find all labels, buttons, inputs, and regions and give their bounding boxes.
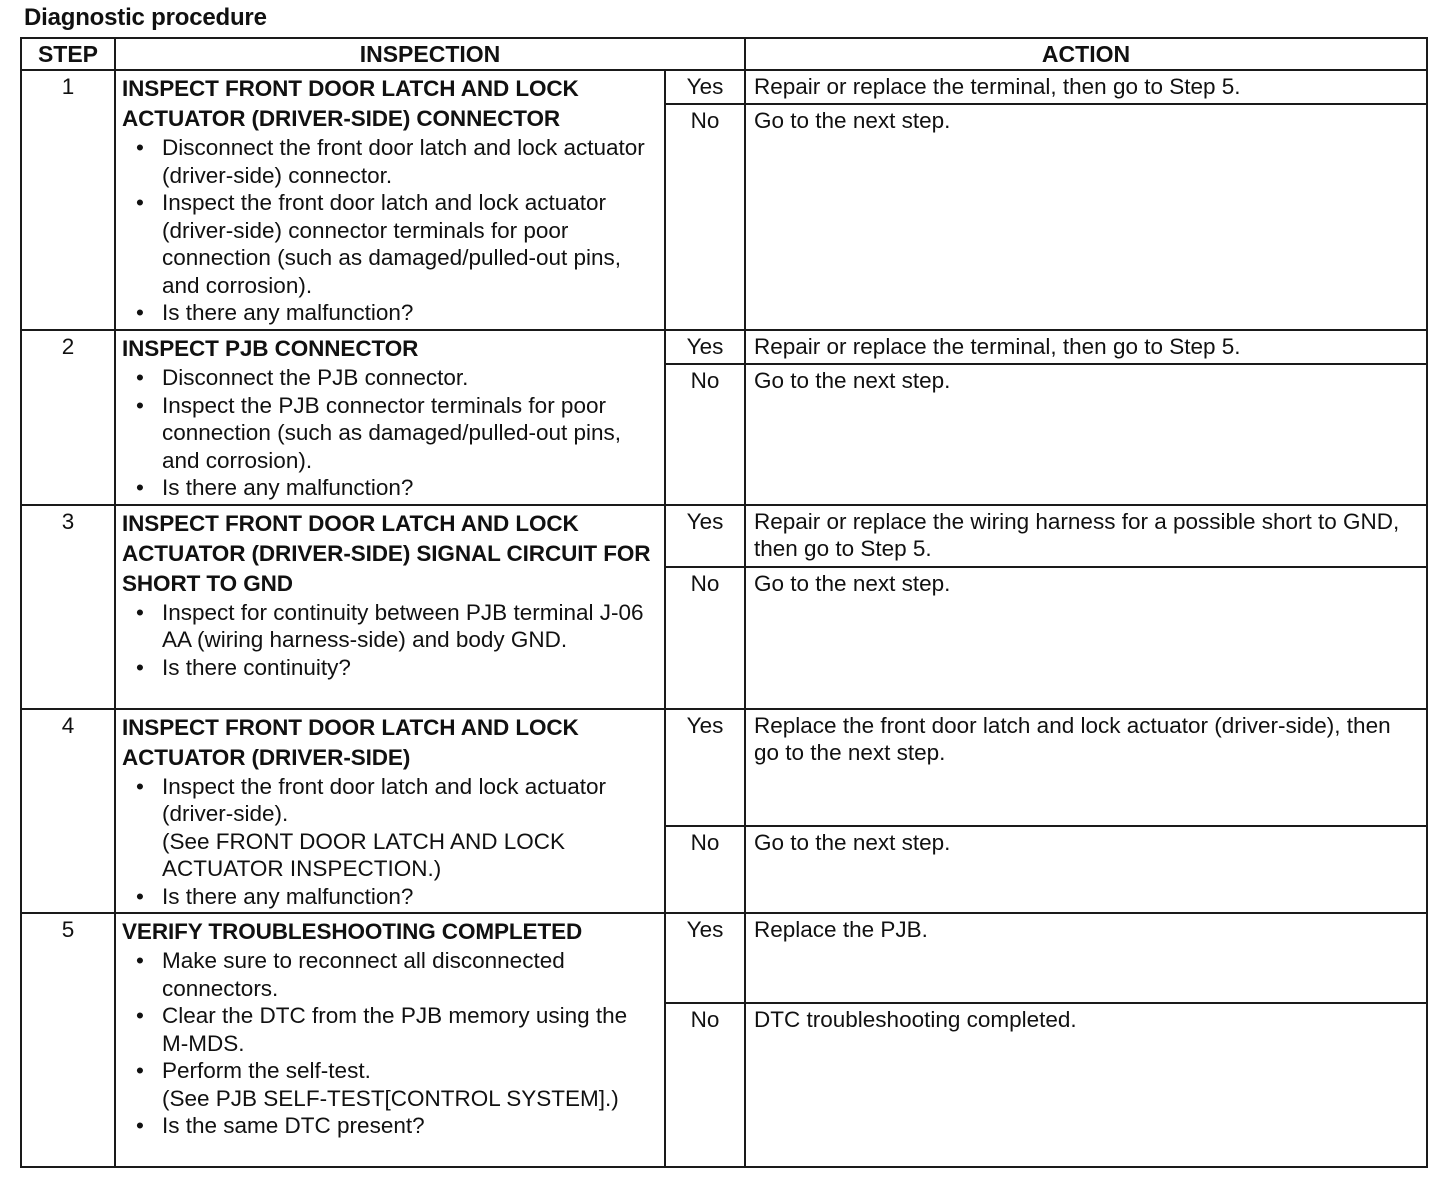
no-action: Go to the next step.: [745, 567, 1427, 709]
bullet-item: • Clear the DTC from the PJB memory using the M-MDS.: [122, 1002, 658, 1057]
no-label: No: [665, 567, 745, 709]
bullet-item: • Inspect for continuity between PJB terminal J-06 AA (wiring harness-side) and body GND.: [122, 599, 658, 654]
yes-action: Repair or replace the terminal, then go to Step 5.: [745, 70, 1427, 104]
step-5-inspection: [115, 913, 665, 1167]
no-label: No: [665, 364, 745, 504]
step-number: 1: [21, 70, 115, 330]
yes-label: Yes: [665, 709, 745, 827]
no-label: No: [665, 1003, 745, 1167]
no-action: DTC troubleshooting completed.: [745, 1003, 1427, 1167]
yes-label: Yes: [665, 330, 745, 364]
yes-action: Replace the PJB.: [745, 913, 1427, 1003]
inspection-bullets: [122, 599, 658, 682]
step-number: 3: [21, 505, 115, 709]
bullet-item: • Disconnect the PJB connector.: [122, 364, 658, 392]
yes-label: Yes: [665, 505, 745, 567]
yes-label: Yes: [665, 70, 745, 104]
bullet-item: • Is there any malfunction?: [122, 883, 658, 911]
inspection-title: VERIFY TROUBLESHOOTING COMPLETED: [122, 919, 583, 944]
step-3-inspection: [115, 505, 665, 709]
inspection-reference: [122, 1085, 658, 1113]
inspection-bullets: [122, 947, 658, 1085]
bullet-item: • Inspect the front door latch and lock actuator (driver-side) connector terminals for poor connection (such as damaged/pulled-out pins, and corrosion).: [122, 189, 658, 299]
step-4-inspection: [115, 709, 665, 914]
table-header-row: [21, 38, 1427, 70]
procedure-heading: Diagnostic procedure: [24, 4, 267, 31]
no-action: Go to the next step.: [745, 826, 1427, 913]
step-1-inspection: [115, 70, 665, 330]
reference-text: (See FRONT DOOR LATCH AND LOCK ACTUATOR INSPECTION.): [162, 828, 565, 881]
step-column-header: STEP: [21, 38, 115, 70]
no-action: Go to the next step.: [745, 364, 1427, 504]
bullet-item: • Is there any malfunction?: [122, 474, 658, 502]
no-action: Go to the next step.: [745, 104, 1427, 330]
yes-action: Replace the front door latch and lock actuator (driver-side), then go to the next step.: [745, 709, 1427, 827]
step-number: 5: [21, 913, 115, 1167]
inspection-column-header: INSPECTION: [115, 38, 745, 70]
bullet-item: • Is there any malfunction?: [122, 299, 658, 327]
step-5-yes-row: [21, 913, 1427, 1003]
bullet-item: • Make sure to reconnect all disconnected connectors.: [122, 947, 658, 1002]
bullet-item: • Inspect the PJB connector terminals for poor connection (such as damaged/pulled-out pins, and corrosion).: [122, 392, 658, 475]
step-2-yes-row: [21, 330, 1427, 364]
bullet-item: • Disconnect the front door latch and lock actuator (driver-side) connector.: [122, 134, 658, 189]
inspection-bullets: [122, 883, 658, 911]
inspection-title: INSPECT FRONT DOOR LATCH AND LOCK ACTUATOR (DRIVER-SIDE) SIGNAL CIRCUIT FOR SHORT TO GND: [122, 510, 651, 596]
inspection-bullets: [122, 364, 658, 502]
step-number: 4: [21, 709, 115, 914]
inspection-title: INSPECT PJB CONNECTOR: [122, 336, 419, 361]
step-number: 2: [21, 330, 115, 505]
inspection-bullets: [122, 773, 658, 828]
step-3-yes-row: [21, 505, 1427, 567]
inspection-bullets: [122, 1112, 658, 1140]
bullet-item: • Is there continuity?: [122, 654, 658, 682]
no-label: No: [665, 104, 745, 330]
inspection-title: INSPECT FRONT DOOR LATCH AND LOCK ACTUATOR (DRIVER-SIDE): [122, 714, 579, 770]
inspection-title: INSPECT FRONT DOOR LATCH AND LOCK ACTUATOR (DRIVER-SIDE) CONNECTOR: [122, 76, 579, 131]
bullet-item: • Perform the self-test.: [122, 1057, 658, 1085]
bullet-item: • Is the same DTC present?: [122, 1112, 658, 1140]
yes-action: Repair or replace the terminal, then go to Step 5.: [745, 330, 1427, 364]
yes-label: Yes: [665, 913, 745, 1003]
bullet-item: • Inspect the front door latch and lock actuator (driver-side).: [122, 773, 658, 828]
inspection-bullets: [122, 134, 658, 327]
yes-action: Repair or replace the wiring harness for a possible short to GND, then go to Step 5.: [745, 505, 1427, 567]
no-label: No: [665, 826, 745, 913]
inspection-reference: [122, 828, 658, 883]
action-column-header: ACTION: [745, 38, 1427, 70]
diagnostic-table: [20, 37, 1428, 1168]
reference-text: (See PJB SELF-TEST[CONTROL SYSTEM].): [162, 1085, 619, 1111]
step-1-yes-row: [21, 70, 1427, 104]
step-4-yes-row: [21, 709, 1427, 827]
step-2-inspection: [115, 330, 665, 505]
